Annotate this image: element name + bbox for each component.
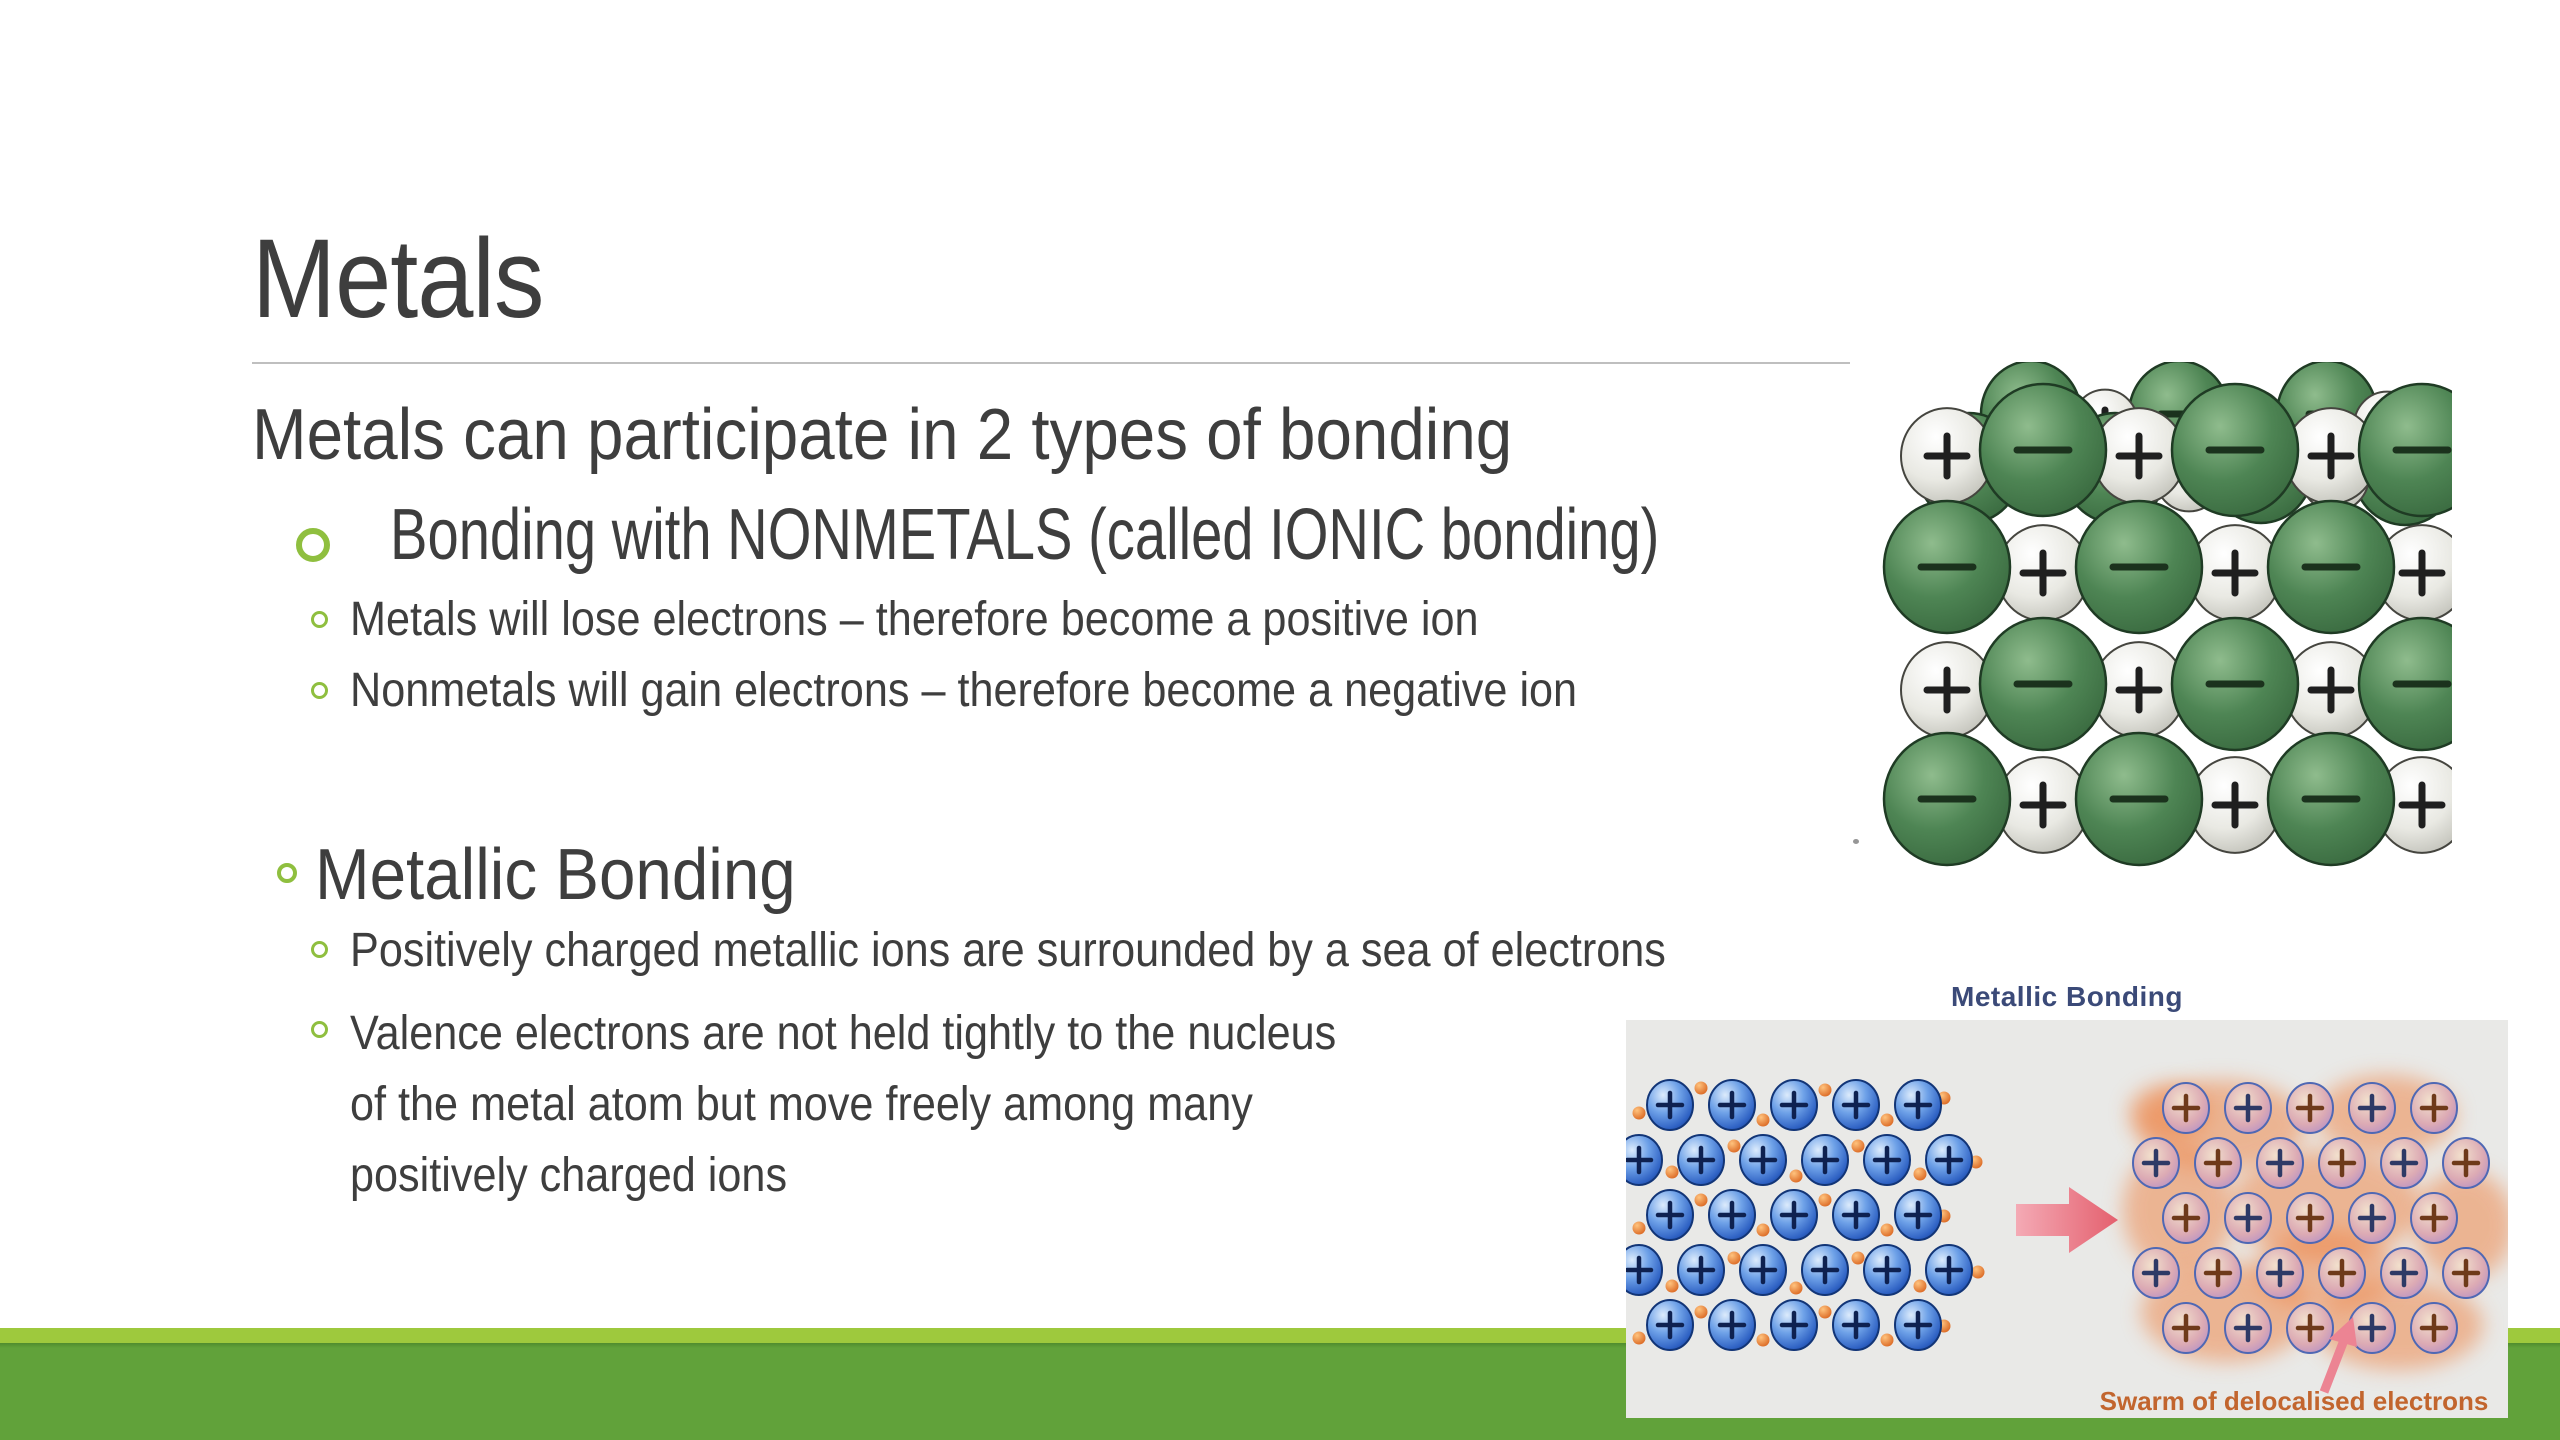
bullet-text: Bonding with NONMETALS (called IONIC bonding) (390, 495, 1660, 575)
stray-dot (1853, 839, 1859, 844)
body-intro-line: Metals can participate in 2 types of bonding (252, 395, 1513, 475)
bullet-ring-icon (296, 528, 330, 562)
bullet-ring-icon (311, 941, 328, 958)
bullet-ring-icon (311, 611, 328, 628)
metallic-bonding-figure (1626, 1020, 2508, 1418)
slide-title: Metals (252, 216, 544, 341)
title-divider (252, 362, 1850, 364)
ionic-lattice-image (1880, 362, 2452, 867)
metallic-figure-title: Metallic Bonding (1951, 981, 2183, 1012)
ionic-lattice-figure (1880, 362, 2452, 867)
bullet-text: Metallic Bonding (315, 835, 796, 915)
bullet-ring-icon (311, 1021, 328, 1038)
bullet-text: Metals will lose electrons – therefore become a positive ion (350, 593, 1479, 646)
metallic-figure-caption: Swarm of delocalised electrons (2099, 1386, 2489, 1416)
bullet-text: Nonmetals will gain electrons – therefore become a negative ion (350, 664, 1578, 717)
bullet-ring-icon (277, 863, 297, 883)
bullet-text: Positively charged metallic ions are surrounded by a sea of electrons (350, 924, 1666, 977)
bullet-text: Valence electrons are not held tightly to the nucleus of the metal atom but move freely among many positively charged ions (350, 1007, 1337, 1202)
metallic-bonding-image (1626, 1020, 2508, 1418)
bullet-ring-icon (311, 682, 328, 699)
